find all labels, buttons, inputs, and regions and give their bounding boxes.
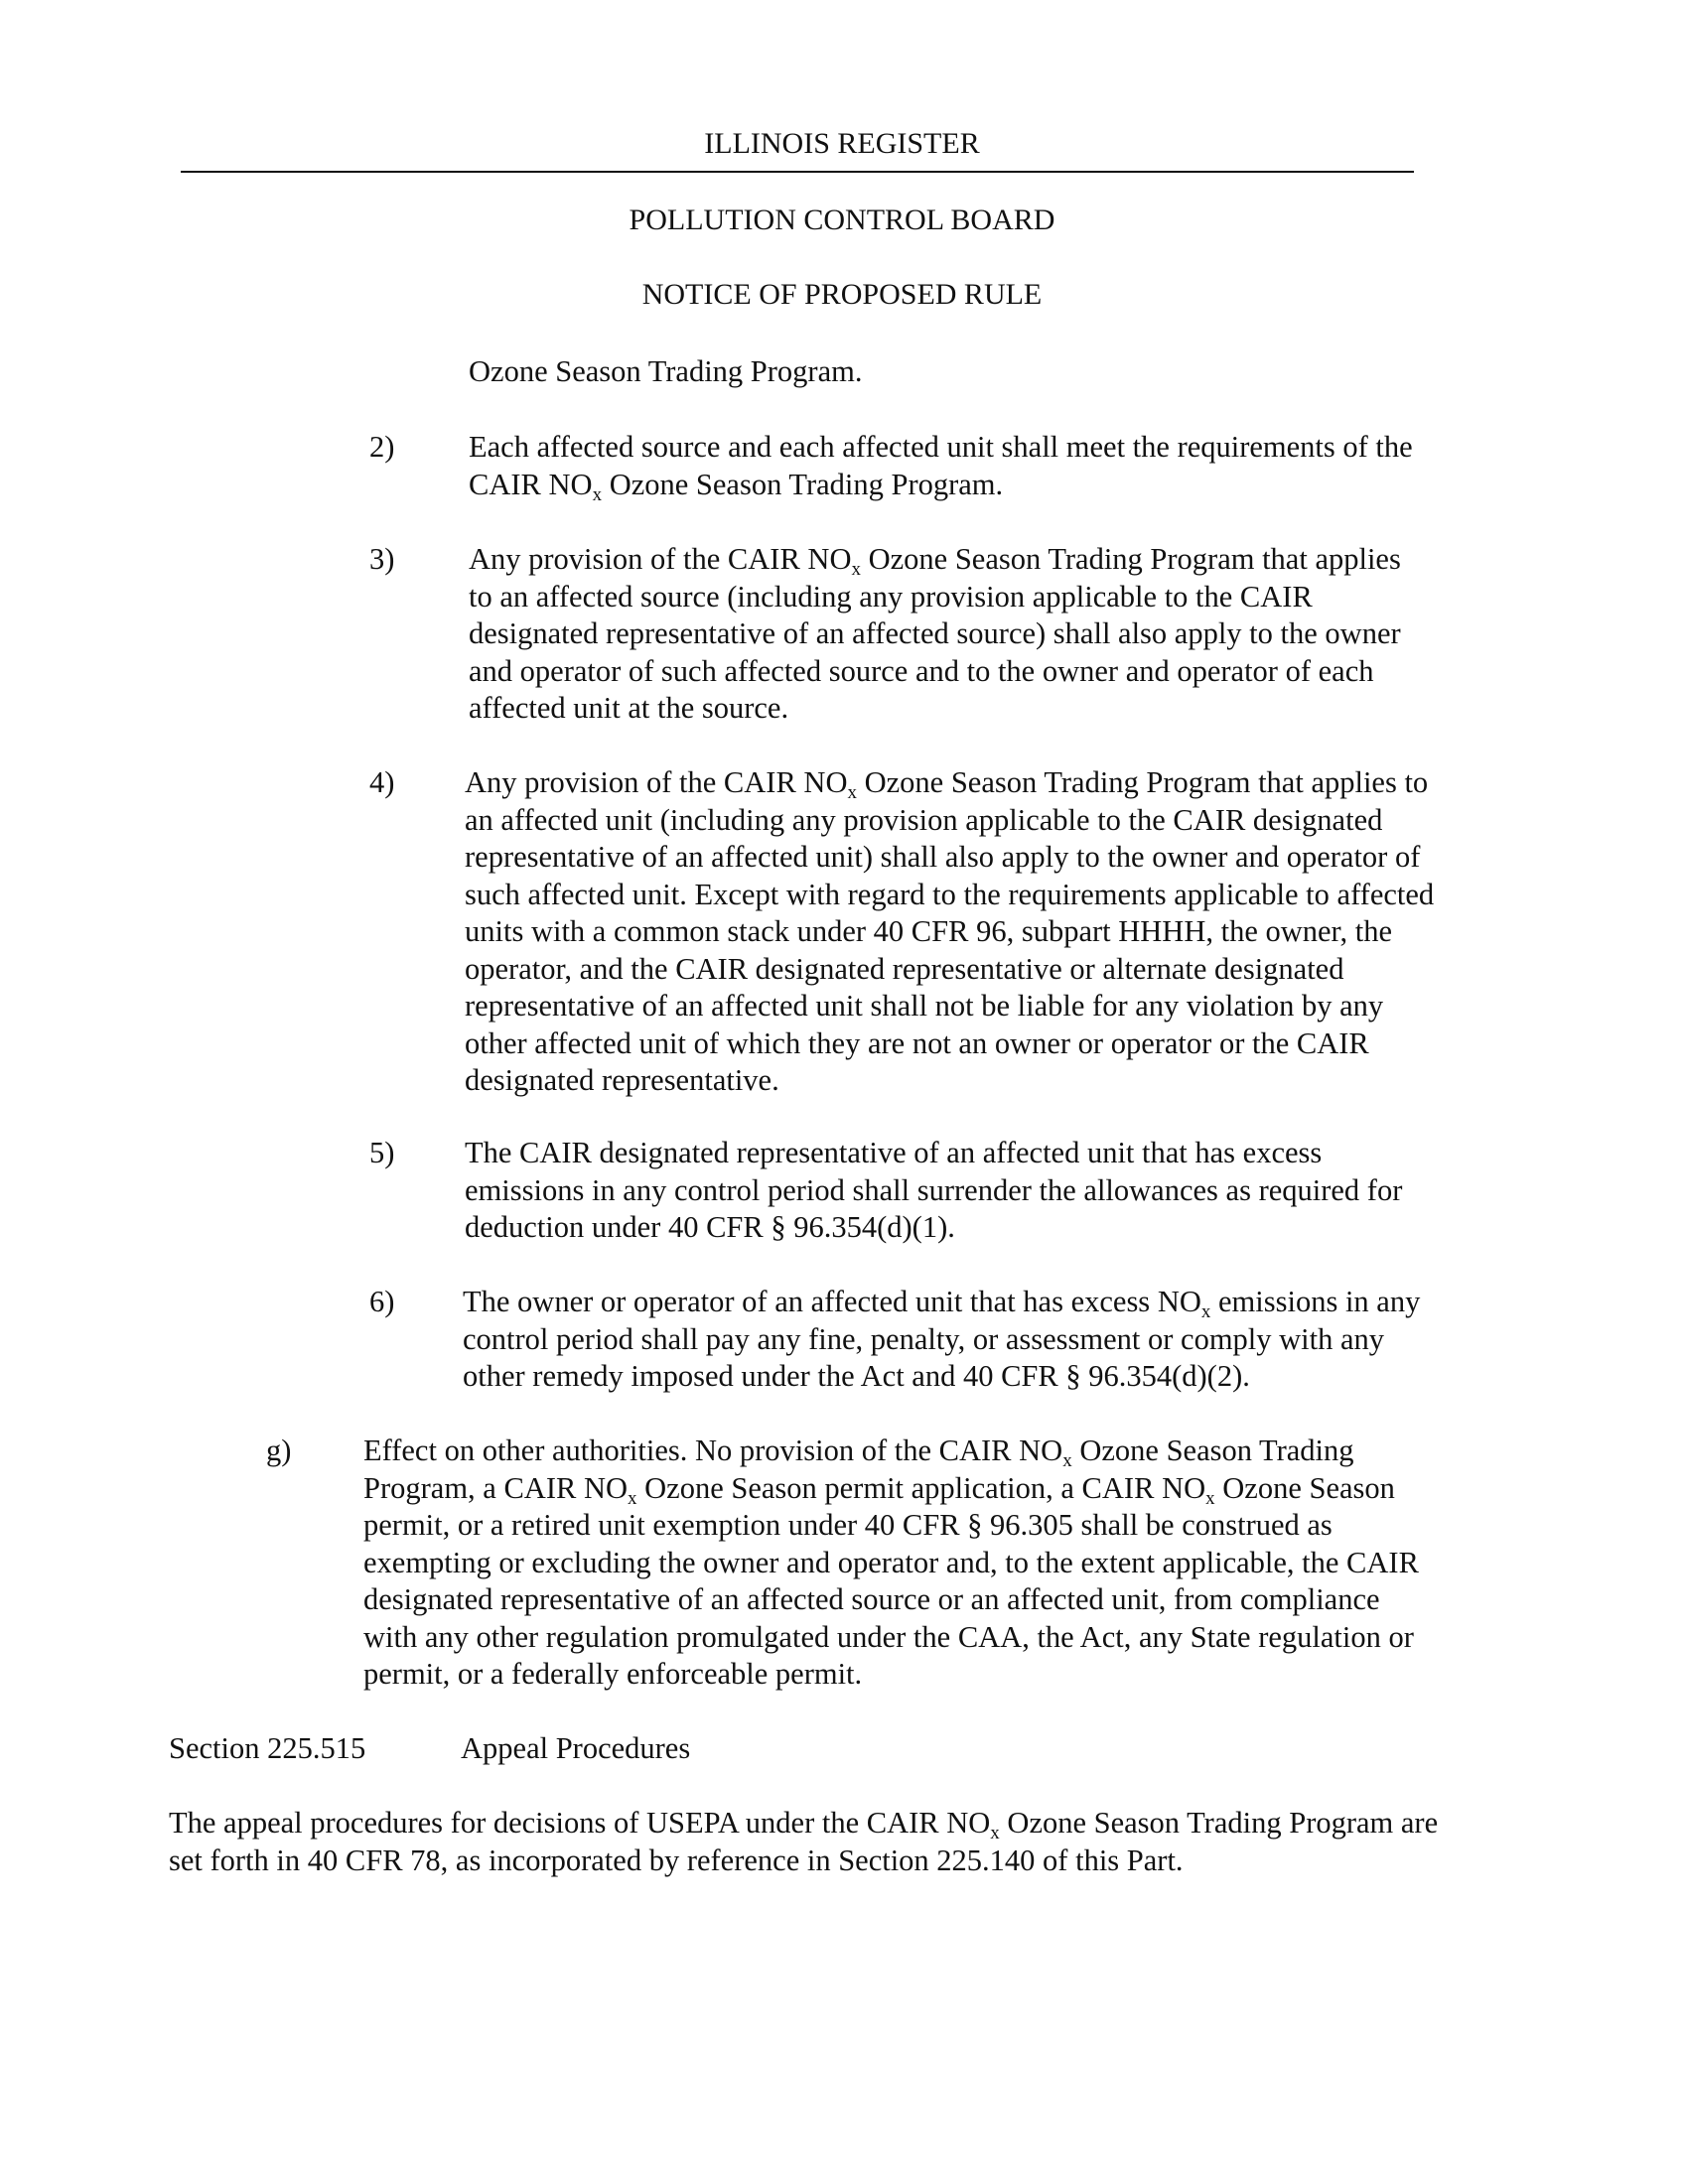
item-text: Any provision of the CAIR $NO_x$ Ozone Season Trading Program that applies to an affected source (including any provision applicable to the CAIR designated representative of an affected source) shall also apply to the owner and operator of such affected source and to the owner and operator of each affected unit at the source. bbox=[469, 542, 1401, 725]
notice-title: NOTICE OF PROPOSED RULE bbox=[641, 278, 1043, 311]
item-number: 5) bbox=[369, 1136, 395, 1169]
item-text: The CAIR designated representative of an affected unit that has excess emissions in any control period shall surrender the allowances as required for deduction under 40 CFR § 96.354(d)(1). bbox=[465, 1136, 1403, 1244]
item-number: 3) bbox=[369, 542, 395, 576]
register-header: ILLINOIS REGISTER bbox=[704, 127, 980, 160]
subsection-text: Effect on other authorities. No provision of the CAIR $NO_x$ Ozone Season Trading Program, a CAIR $NO_x$ Ozone Season permit application, a CAIR $NO_x$ Ozone Season permit, or a retired unit exemption under 40 CFR § 96.305 shall be construed as exempting or excluding the owner and operator and, to the extent applicable, the CAIR designated representative of an affected source or an affected unit, from compliance with any other regulation promulgated under the CAA, the Act, any State regulation or permit, or a federally enforceable permit. bbox=[363, 1433, 1419, 1691]
header-rule bbox=[181, 171, 1414, 173]
item-number: 6) bbox=[369, 1285, 395, 1318]
item-text: The owner or operator of an affected unit that has excess $NO_x$ emissions in any control period shall pay any fine, penalty, or assessment or comply with any other remedy imposed under the Act and 40 CFR § 96.354(d)(2). bbox=[463, 1285, 1421, 1393]
section-body: The appeal procedures for decisions of USEPA under the CAIR $NO_x$ Ozone Season Trading Program are set forth in 40 CFR 78, as incorporated by reference in Section 225.140 of this Part. bbox=[169, 1806, 1439, 1877]
section-title: Appeal Procedures bbox=[461, 1731, 691, 1765]
continuation-text: Ozone Season Trading Program. bbox=[469, 354, 863, 388]
subsection-label: g) bbox=[266, 1433, 292, 1467]
section-number: Section 225.515 bbox=[169, 1731, 366, 1765]
item-number: 4) bbox=[369, 765, 395, 799]
board-title: POLLUTION CONTROL BOARD bbox=[629, 204, 1055, 236]
item-text: Each affected source and each affected unit shall meet the requirements of the CAIR $NO_x$ Ozone Season Trading Program. bbox=[469, 430, 1413, 505]
item-number: 2) bbox=[369, 430, 395, 464]
item-text: Any provision of the CAIR $NO_x$ Ozone Season Trading Program that applies to an affected unit (including any provision applicable to the CAIR designated representative of an affected unit) shall also apply to the owner and operator of such affected unit. Except with regard to the requirements applicable to affected units with a common stack under 40 CFR 96, subpart HHHH, the owner, the operator, and the CAIR designated representative or alternate designated representative of an affected unit shall not be liable for any violation by any other affected unit of which they are not an owner or operator or the CAIR designated representative. bbox=[465, 765, 1435, 1097]
